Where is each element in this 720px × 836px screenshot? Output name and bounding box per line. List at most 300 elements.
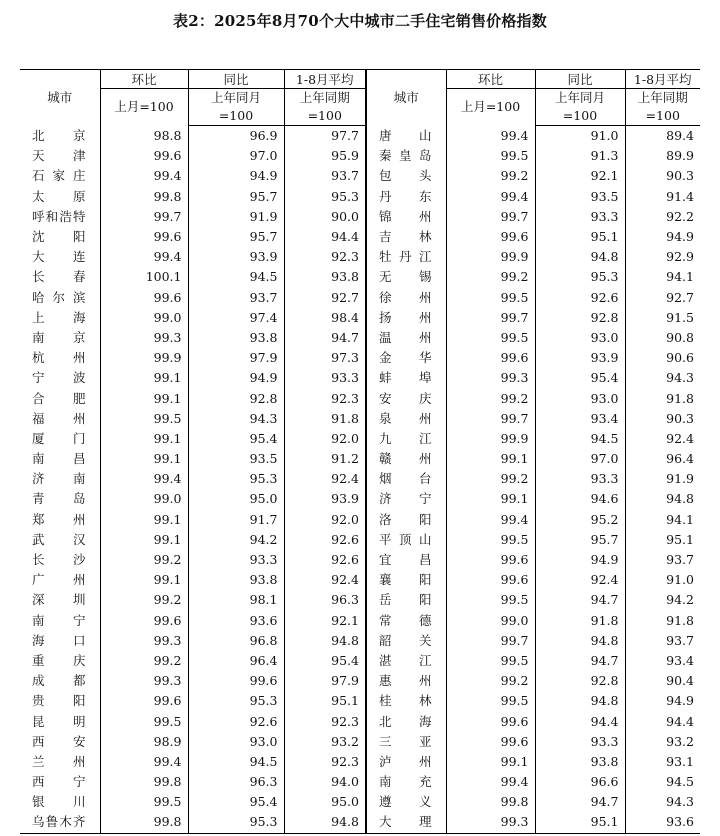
cell-mom-left: 99.2: [100, 651, 188, 671]
cell-mom-left: 99.8: [100, 187, 188, 207]
cell-mom-right: 99.1: [446, 752, 535, 772]
cell-yoy-left: 93.5: [188, 449, 284, 469]
cell-yoy-right: 94.4: [535, 711, 625, 731]
cell-mom-left: 99.4: [100, 247, 188, 267]
cell-mom-left: 99.0: [100, 489, 188, 509]
table-row: [20, 409, 700, 429]
cell-city-left: 沈 阳: [32, 229, 86, 245]
cell-city-left: 济 南: [32, 471, 86, 487]
cell-avg-right: 94.3: [625, 368, 700, 388]
cell-yoy-right: 94.7: [535, 792, 625, 812]
cell-yoy-left: 92.6: [188, 711, 284, 731]
table-title: 表2：2025年8月70个大中城市二手住宅销售价格指数: [173, 12, 547, 30]
cell-mom-left: 98.9: [100, 732, 188, 752]
table-row: [20, 227, 700, 247]
cell-mom-right: 99.7: [446, 207, 535, 227]
cell-mom-right: 99.5: [446, 530, 535, 550]
cell-mom-right: 99.6: [446, 227, 535, 247]
cell-yoy-right: 92.4: [535, 570, 625, 590]
cell-avg-left: 98.4: [284, 308, 366, 328]
cell-mom-left: 99.1: [100, 388, 188, 408]
table-row: [20, 267, 700, 287]
cell-avg-left: 97.3: [284, 348, 366, 368]
cell-yoy-right: 93.9: [535, 348, 625, 368]
cell-yoy-right: 93.5: [535, 187, 625, 207]
cell-avg-left: 90.0: [284, 207, 366, 227]
header-yoy-base-left-2: =100: [188, 107, 284, 126]
cell-yoy-left: 95.4: [188, 792, 284, 812]
cell-mom-left: 99.5: [100, 711, 188, 731]
cell-city-left: 南 宁: [32, 612, 86, 628]
cell-city-right: 扬 州: [366, 308, 446, 328]
table-row: [20, 368, 700, 388]
cell-mom-left: 99.1: [100, 429, 188, 449]
cell-city-right: 蚌 埠: [366, 368, 446, 388]
cell-city-right: 温 州: [366, 328, 446, 348]
cell-city-right: 三 亚: [366, 732, 446, 752]
cell-city-right: 宜 昌: [366, 550, 446, 570]
cell-yoy-left: 94.5: [188, 752, 284, 772]
cell-city-right: 唐 山: [366, 126, 446, 147]
header-avg-left: 1-8月平均: [284, 70, 366, 89]
cell-mom-left: 99.2: [100, 590, 188, 610]
table-row: [20, 510, 700, 530]
cell-city-right: 金 华: [366, 348, 446, 368]
cell-yoy-left: 96.9: [188, 126, 284, 147]
cell-mom-right: 99.6: [446, 550, 535, 570]
cell-mom-left: 99.2: [100, 550, 188, 570]
cell-city-left: 上 海: [32, 309, 86, 325]
cell-mom-right: 99.4: [446, 510, 535, 530]
cell-avg-right: 96.4: [625, 449, 700, 469]
cell-city-left: 长 春: [32, 269, 86, 285]
cell-avg-right: 94.2: [625, 590, 700, 610]
cell-city-right: 安 庆: [366, 388, 446, 408]
cell-city-left: 广 州: [32, 572, 86, 588]
cell-mom-right: 99.9: [446, 429, 535, 449]
cell-city-right: 锦 州: [366, 207, 446, 227]
cell-mom-left: 99.1: [100, 510, 188, 530]
cell-yoy-left: 93.3: [188, 550, 284, 570]
cell-mom-right: 99.2: [446, 469, 535, 489]
header-avg-base-right-2: =100: [625, 107, 700, 126]
cell-yoy-right: 93.3: [535, 207, 625, 227]
cell-avg-left: 92.1: [284, 611, 366, 631]
cell-yoy-right: 93.0: [535, 388, 625, 408]
cell-city-right: 牡丹江: [366, 247, 446, 267]
cell-yoy-right: 94.8: [535, 691, 625, 711]
cell-avg-left: 96.3: [284, 590, 366, 610]
table-row: [20, 429, 700, 449]
cell-city-right: 济 宁: [366, 489, 446, 509]
cell-yoy-right: 94.8: [535, 631, 625, 651]
cell-avg-right: 93.2: [625, 732, 700, 752]
cell-avg-right: 92.4: [625, 429, 700, 449]
cell-mom-right: 99.4: [446, 772, 535, 792]
cell-mom-right: 99.6: [446, 348, 535, 368]
cell-city-left: 太 原: [32, 188, 86, 204]
table-row: [20, 166, 700, 186]
table-body: [20, 126, 700, 834]
table-row: [20, 469, 700, 489]
cell-avg-right: 93.1: [625, 752, 700, 772]
cell-city-left: 昆 明: [32, 713, 86, 729]
cell-avg-left: 97.7: [284, 126, 366, 147]
cell-city-left: 西 宁: [32, 774, 86, 790]
cell-city-left: 成 都: [32, 673, 86, 689]
table-row: [20, 550, 700, 570]
cell-avg-left: 93.7: [284, 166, 366, 186]
cell-city-left: 重 庆: [32, 652, 86, 668]
cell-mom-right: 99.5: [446, 590, 535, 610]
cell-mom-right: 99.6: [446, 711, 535, 731]
cell-yoy-left: 93.7: [188, 288, 284, 308]
header-mom-base-right: 上月=100: [446, 89, 535, 126]
table-header: [20, 70, 700, 126]
header-city-left: 城市: [20, 70, 100, 126]
cell-yoy-right: 97.0: [535, 449, 625, 469]
cell-avg-right: 92.7: [625, 288, 700, 308]
table-row: [20, 671, 700, 691]
cell-city-left: 厦 门: [32, 430, 86, 446]
cell-yoy-right: 91.8: [535, 611, 625, 631]
cell-mom-left: 99.6: [100, 691, 188, 711]
cell-city-right: 烟 台: [366, 469, 446, 489]
cell-city-right: 大 理: [366, 812, 446, 833]
header-mom-base-left: 上月=100: [100, 89, 188, 126]
cell-mom-right: 99.5: [446, 288, 535, 308]
cell-mom-right: 99.7: [446, 631, 535, 651]
cell-mom-right: 99.8: [446, 792, 535, 812]
cell-city-left: 南 昌: [32, 451, 86, 467]
header-city-right: 城市: [366, 70, 446, 126]
cell-mom-left: 99.5: [100, 792, 188, 812]
cell-mom-right: 99.5: [446, 328, 535, 348]
cell-mom-right: 99.3: [446, 812, 535, 833]
cell-avg-left: 95.4: [284, 651, 366, 671]
cell-avg-right: 91.8: [625, 388, 700, 408]
cell-city-right: 吉 林: [366, 227, 446, 247]
cell-yoy-left: 95.3: [188, 469, 284, 489]
cell-mom-left: 99.3: [100, 631, 188, 651]
cell-mom-right: 99.0: [446, 611, 535, 631]
table-row: [20, 752, 700, 772]
table-row: [20, 772, 700, 792]
header-yoy-right: 同比: [535, 70, 625, 89]
table-row: [20, 711, 700, 731]
header-avg-base-left-1: 上年同期: [284, 89, 366, 108]
cell-city-left: 深 圳: [32, 592, 86, 608]
cell-yoy-right: 92.6: [535, 288, 625, 308]
cell-avg-right: 93.7: [625, 631, 700, 651]
cell-city-left: 哈尔滨: [32, 289, 86, 305]
cell-yoy-left: 94.9: [188, 166, 284, 186]
cell-city-left: 天 津: [32, 148, 86, 164]
table-row: [20, 732, 700, 752]
cell-avg-right: 90.6: [625, 348, 700, 368]
cell-yoy-right: 95.4: [535, 368, 625, 388]
cell-city-right: 泉 州: [366, 409, 446, 429]
cell-yoy-right: 92.8: [535, 308, 625, 328]
table-row: [20, 691, 700, 711]
cell-avg-left: 92.0: [284, 510, 366, 530]
cell-yoy-left: 94.9: [188, 368, 284, 388]
cell-avg-left: 95.3: [284, 187, 366, 207]
cell-avg-right: 93.7: [625, 550, 700, 570]
cell-city-left: 西 安: [32, 733, 86, 749]
cell-city-right: 襄 阳: [366, 570, 446, 590]
cell-mom-right: 99.1: [446, 449, 535, 469]
cell-yoy-right: 94.8: [535, 247, 625, 267]
cell-city-right: 无 锡: [366, 267, 446, 287]
cell-city-left: 贵 阳: [32, 693, 86, 709]
cell-avg-right: 93.6: [625, 812, 700, 833]
cell-avg-right: 91.9: [625, 469, 700, 489]
cell-avg-left: 94.0: [284, 772, 366, 792]
cell-city-left: 大 连: [32, 249, 86, 265]
cell-avg-left: 92.4: [284, 570, 366, 590]
cell-yoy-right: 94.5: [535, 429, 625, 449]
table-row: [20, 308, 700, 328]
cell-mom-left: 99.3: [100, 671, 188, 691]
cell-avg-right: 94.1: [625, 510, 700, 530]
cell-city-right: 赣 州: [366, 449, 446, 469]
cell-mom-right: 99.2: [446, 671, 535, 691]
header-row-2: [20, 89, 700, 108]
table-row: [20, 812, 700, 833]
header-yoy-base-right-2: =100: [535, 107, 625, 126]
cell-avg-right: 94.9: [625, 691, 700, 711]
cell-yoy-left: 92.8: [188, 388, 284, 408]
cell-yoy-left: 93.8: [188, 570, 284, 590]
table-row: [20, 207, 700, 227]
cell-yoy-left: 94.5: [188, 267, 284, 287]
cell-avg-left: 92.3: [284, 752, 366, 772]
cell-avg-right: 95.1: [625, 530, 700, 550]
cell-yoy-left: 96.4: [188, 651, 284, 671]
cell-mom-right: 99.4: [446, 187, 535, 207]
cell-city-right: 惠 州: [366, 671, 446, 691]
cell-yoy-right: 95.1: [535, 227, 625, 247]
cell-avg-left: 95.0: [284, 792, 366, 812]
cell-avg-left: 94.7: [284, 328, 366, 348]
cell-mom-left: 99.8: [100, 772, 188, 792]
cell-mom-right: 99.3: [446, 368, 535, 388]
cell-city-right: 徐 州: [366, 288, 446, 308]
cell-yoy-right: 95.2: [535, 510, 625, 530]
cell-yoy-right: 93.4: [535, 409, 625, 429]
header-avg-base-left-2: =100: [284, 107, 366, 126]
header-mom-left: 环比: [100, 70, 188, 89]
cell-mom-left: 99.6: [100, 227, 188, 247]
cell-yoy-left: 93.0: [188, 732, 284, 752]
cell-avg-left: 94.8: [284, 631, 366, 651]
cell-yoy-right: 93.3: [535, 469, 625, 489]
table-row: [20, 449, 700, 469]
cell-city-left: 武 汉: [32, 531, 86, 547]
cell-yoy-left: 98.1: [188, 590, 284, 610]
cell-yoy-left: 97.9: [188, 348, 284, 368]
header-yoy-base-left-1: 上年同月: [188, 89, 284, 108]
cell-avg-right: 90.3: [625, 166, 700, 186]
table-row: [20, 631, 700, 651]
cell-city-right: 秦皇岛: [366, 146, 446, 166]
table-row: [20, 388, 700, 408]
cell-mom-right: 99.2: [446, 267, 535, 287]
cell-yoy-right: 93.8: [535, 752, 625, 772]
cell-mom-right: 99.2: [446, 388, 535, 408]
cell-yoy-left: 95.3: [188, 812, 284, 833]
cell-city-right: 桂 林: [366, 691, 446, 711]
cell-avg-right: 91.8: [625, 611, 700, 631]
cell-avg-right: 91.4: [625, 187, 700, 207]
cell-city-left: 银 川: [32, 794, 86, 810]
cell-yoy-right: 91.3: [535, 146, 625, 166]
cell-city-right: 韶 关: [366, 631, 446, 651]
cell-mom-left: 99.1: [100, 570, 188, 590]
cell-avg-right: 94.5: [625, 772, 700, 792]
table-row: [20, 530, 700, 550]
table-row: [20, 187, 700, 207]
cell-mom-left: 99.1: [100, 368, 188, 388]
cell-yoy-left: 93.8: [188, 328, 284, 348]
cell-avg-left: 93.9: [284, 489, 366, 509]
cell-avg-right: 91.5: [625, 308, 700, 328]
cell-mom-right: 99.1: [446, 489, 535, 509]
header-avg-right: 1-8月平均: [625, 70, 700, 89]
cell-avg-right: 91.0: [625, 570, 700, 590]
cell-avg-left: 92.3: [284, 388, 366, 408]
cell-mom-right: 99.5: [446, 691, 535, 711]
cell-avg-left: 92.7: [284, 288, 366, 308]
header-yoy-base-right-1: 上年同月: [535, 89, 625, 108]
cell-city-left: 青 岛: [32, 491, 86, 507]
cell-mom-left: 99.4: [100, 166, 188, 186]
cell-yoy-right: 91.0: [535, 126, 625, 147]
cell-avg-left: 92.0: [284, 429, 366, 449]
cell-city-left: 杭 州: [32, 350, 86, 366]
cell-mom-left: 99.8: [100, 812, 188, 833]
cell-yoy-left: 93.6: [188, 611, 284, 631]
cell-mom-left: 99.9: [100, 348, 188, 368]
cell-avg-left: 95.1: [284, 691, 366, 711]
header-avg-base-right-1: 上年同期: [625, 89, 700, 108]
cell-yoy-right: 95.7: [535, 530, 625, 550]
cell-yoy-right: 96.6: [535, 772, 625, 792]
table-row: [20, 328, 700, 348]
cell-city-right: 平顶山: [366, 530, 446, 550]
cell-yoy-left: 93.9: [188, 247, 284, 267]
cell-avg-right: 90.8: [625, 328, 700, 348]
cell-yoy-left: 91.7: [188, 510, 284, 530]
cell-mom-right: 99.6: [446, 570, 535, 590]
cell-avg-left: 93.3: [284, 368, 366, 388]
cell-mom-left: 100.1: [100, 267, 188, 287]
table-row: [20, 247, 700, 267]
cell-avg-right: 89.4: [625, 126, 700, 147]
cell-city-right: 遵 义: [366, 792, 446, 812]
cell-city-left: 长 沙: [32, 552, 86, 568]
cell-mom-left: 99.6: [100, 146, 188, 166]
cell-avg-left: 93.8: [284, 267, 366, 287]
cell-city-left: 郑 州: [32, 511, 86, 527]
cell-city-left: 海 口: [32, 632, 86, 648]
cell-city-right: 北 海: [366, 711, 446, 731]
cell-city-left: 北 京: [32, 127, 86, 143]
cell-city-left: 合 肥: [32, 390, 86, 406]
header-mom-right: 环比: [446, 70, 535, 89]
cell-avg-right: 93.4: [625, 651, 700, 671]
cell-mom-right: 99.6: [446, 732, 535, 752]
price-index-table: [20, 69, 700, 834]
table-row: [20, 651, 700, 671]
table-row: [20, 288, 700, 308]
cell-city-left: 呼和浩特: [32, 208, 86, 224]
cell-avg-right: 92.9: [625, 247, 700, 267]
cell-yoy-left: 97.4: [188, 308, 284, 328]
cell-mom-left: 99.7: [100, 207, 188, 227]
cell-yoy-right: 95.1: [535, 812, 625, 833]
cell-yoy-right: 93.0: [535, 328, 625, 348]
cell-yoy-right: 93.3: [535, 732, 625, 752]
cell-yoy-left: 96.8: [188, 631, 284, 651]
cell-mom-right: 99.7: [446, 308, 535, 328]
table-row: [20, 611, 700, 631]
cell-yoy-left: 97.0: [188, 146, 284, 166]
cell-yoy-right: 95.3: [535, 267, 625, 287]
cell-city-right: 九 江: [366, 429, 446, 449]
cell-avg-right: 94.1: [625, 267, 700, 287]
table-row: [20, 792, 700, 812]
cell-yoy-right: 92.1: [535, 166, 625, 186]
cell-mom-right: 99.2: [446, 166, 535, 186]
cell-yoy-left: 96.3: [188, 772, 284, 792]
cell-avg-left: 97.9: [284, 671, 366, 691]
cell-city-right: 包 头: [366, 166, 446, 186]
header-yoy-left: 同比: [188, 70, 284, 89]
table-row: [20, 146, 700, 166]
cell-city-right: 岳 阳: [366, 590, 446, 610]
cell-mom-right: 99.5: [446, 651, 535, 671]
cell-avg-left: 92.3: [284, 711, 366, 731]
cell-mom-left: 99.1: [100, 530, 188, 550]
cell-mom-right: 99.4: [446, 126, 535, 147]
cell-city-right: 丹 东: [366, 187, 446, 207]
cell-avg-left: 93.2: [284, 732, 366, 752]
cell-yoy-left: 95.7: [188, 187, 284, 207]
cell-mom-left: 99.5: [100, 409, 188, 429]
table-row: [20, 590, 700, 610]
cell-yoy-right: 94.9: [535, 550, 625, 570]
cell-yoy-left: 94.2: [188, 530, 284, 550]
cell-avg-left: 92.3: [284, 247, 366, 267]
cell-avg-right: 92.2: [625, 207, 700, 227]
cell-mom-left: 99.4: [100, 469, 188, 489]
cell-yoy-right: 92.8: [535, 671, 625, 691]
cell-yoy-left: 95.0: [188, 489, 284, 509]
table-row: [20, 348, 700, 368]
cell-avg-left: 91.8: [284, 409, 366, 429]
cell-avg-left: 95.9: [284, 146, 366, 166]
cell-city-left: 南 京: [32, 329, 86, 345]
cell-avg-right: 94.9: [625, 227, 700, 247]
cell-yoy-left: 91.9: [188, 207, 284, 227]
table-row: [20, 570, 700, 590]
cell-city-left: 乌鲁木齐: [20, 812, 100, 833]
cell-yoy-right: 94.6: [535, 489, 625, 509]
cell-yoy-left: 95.4: [188, 429, 284, 449]
cell-mom-left: 98.8: [100, 126, 188, 147]
